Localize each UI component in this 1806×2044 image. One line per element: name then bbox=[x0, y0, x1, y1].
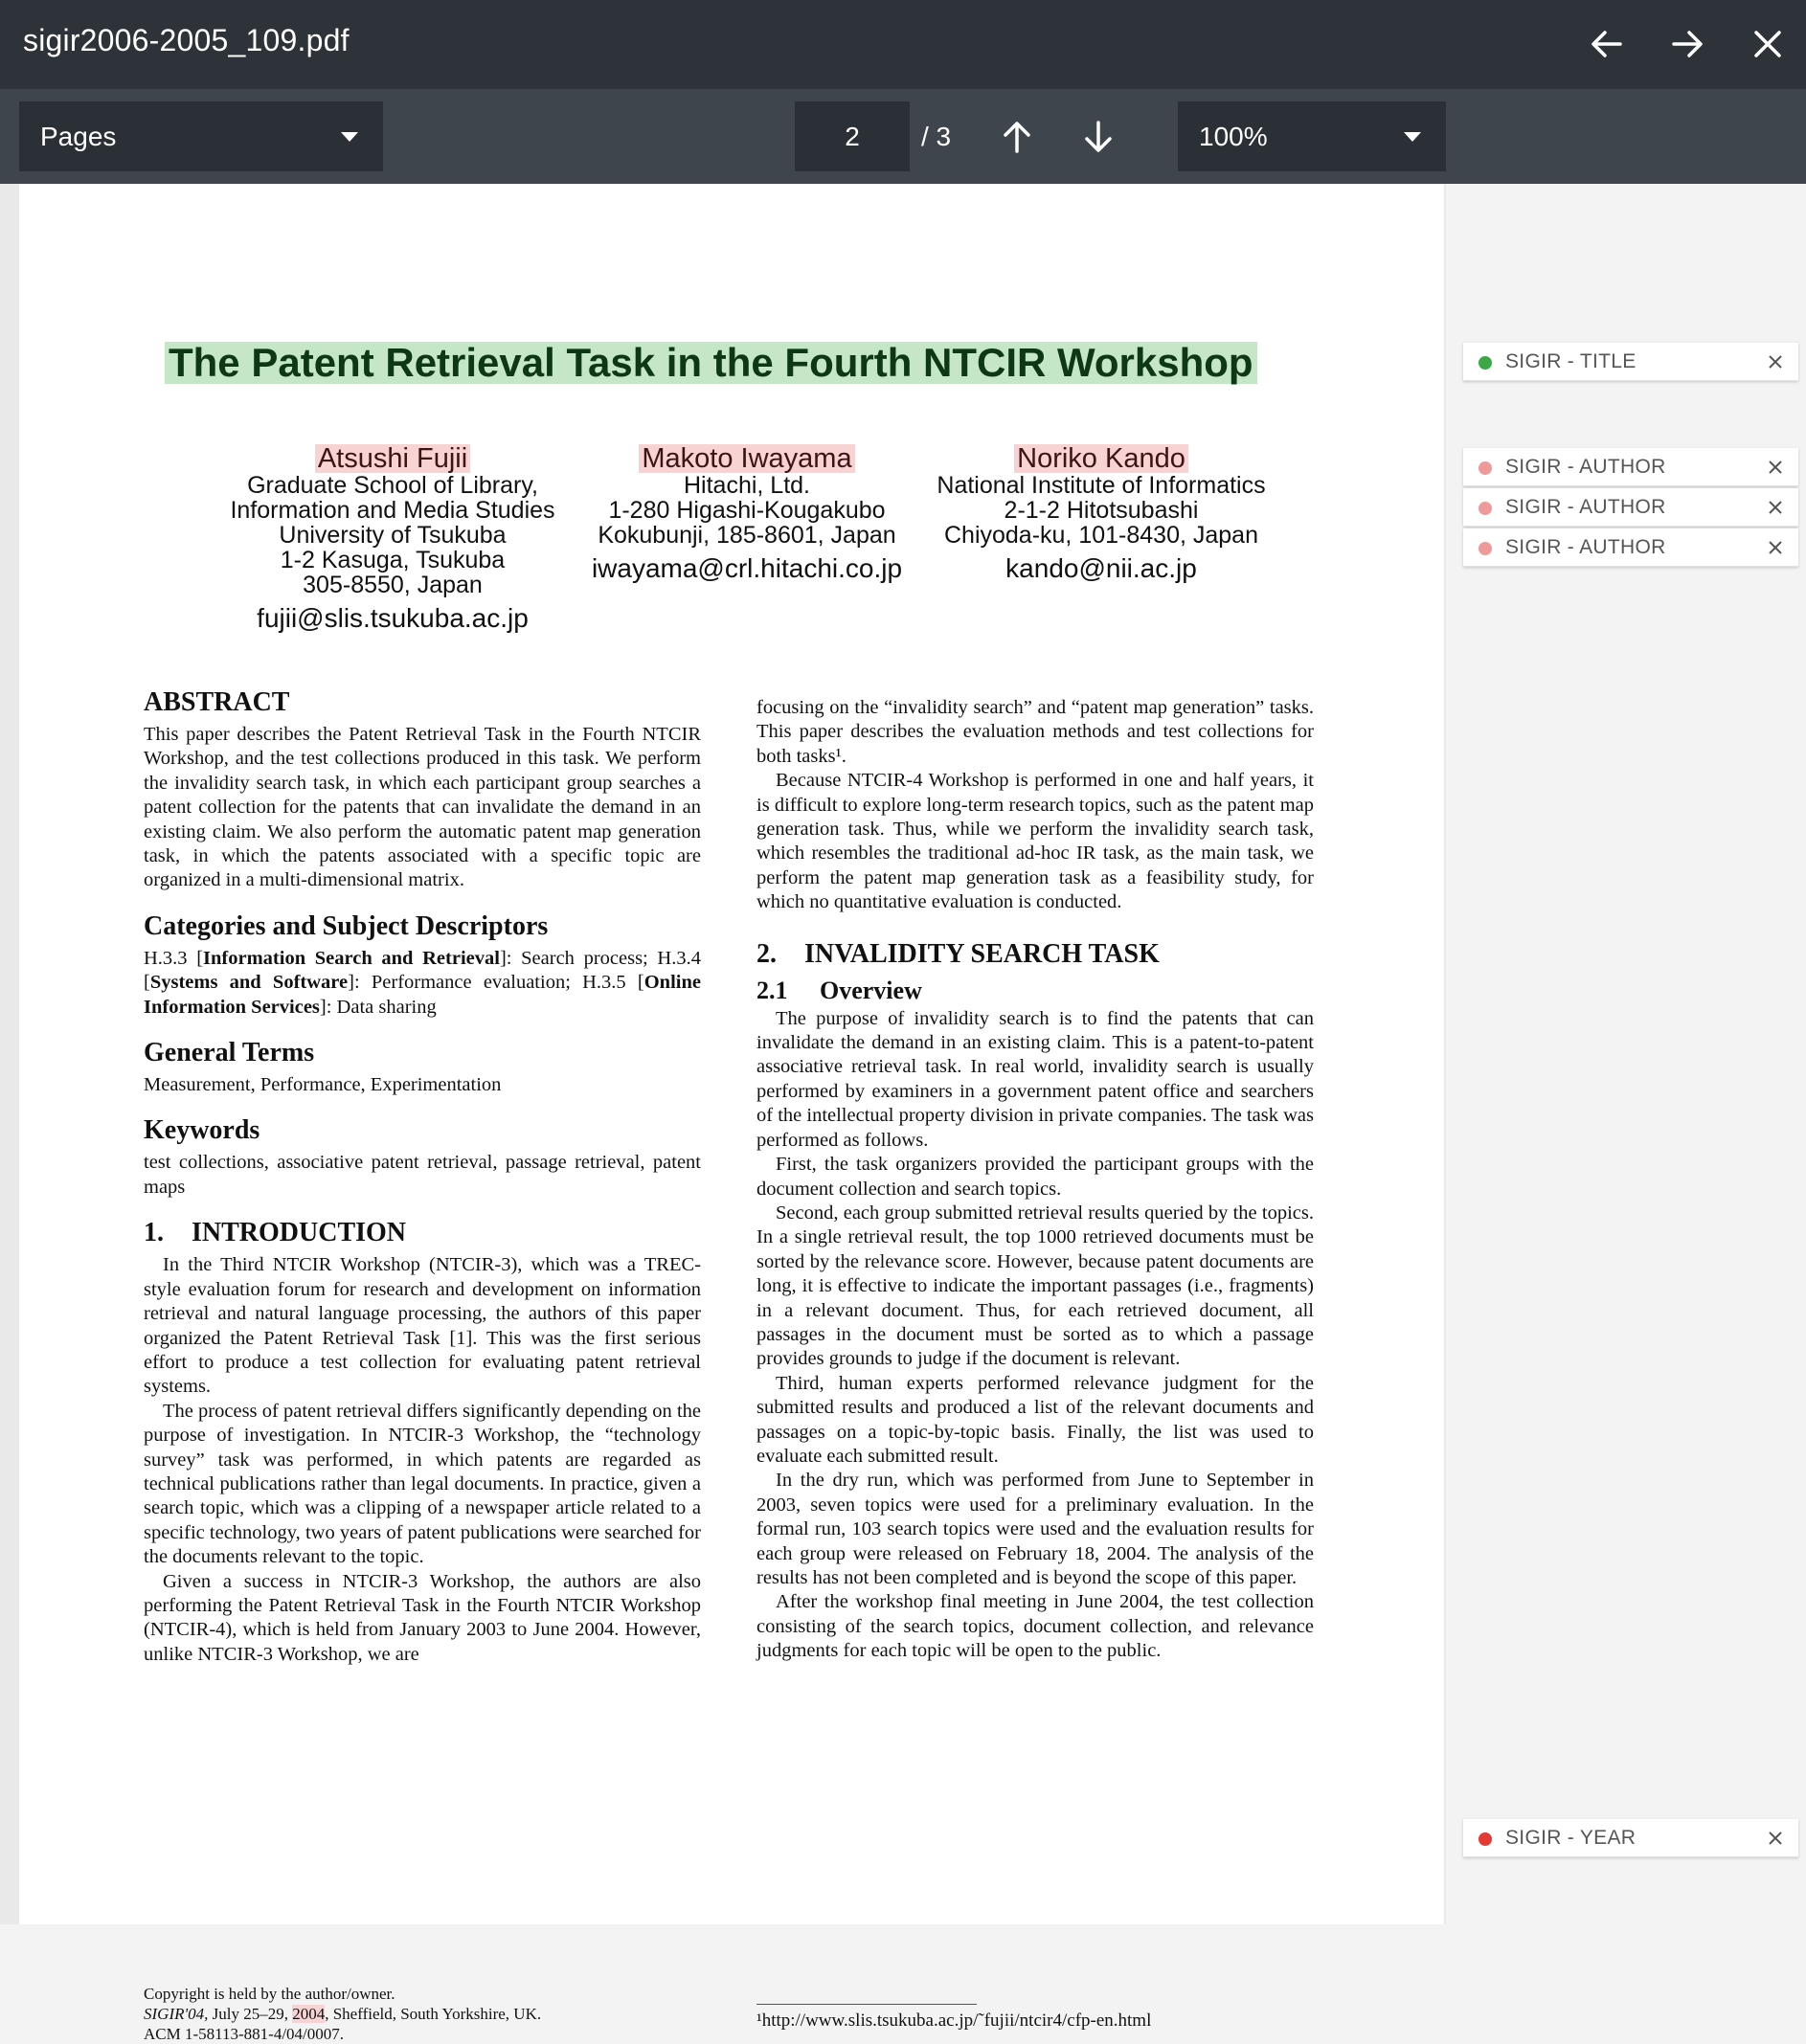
affiliation-line: Graduate School of Library, bbox=[247, 472, 538, 499]
zoom-value: 100% bbox=[1199, 121, 1268, 151]
author-email: kando@nii.ac.jp bbox=[1005, 553, 1197, 583]
status-dot-icon bbox=[1479, 356, 1492, 370]
affiliation-line: Chiyoda-ku, 101-8430, Japan bbox=[943, 522, 1258, 549]
annotation-label: SIGIR - TITLE bbox=[1505, 350, 1637, 372]
paragraph: In the dry run, which was performed from June to September in 2003, seven topics were used for a preliminary evaluation. In the formal run, 103 search topics were used and the evaluation results for each group were released on February 18, 2004. The analysis of the results has not been completed and is beyond the scope of this paper. bbox=[756, 1470, 1314, 1588]
arrow-up-icon[interactable] bbox=[993, 113, 1041, 161]
author-name[interactable]: Atsushi Fujii bbox=[315, 444, 470, 473]
affiliation-line: Information and Media Studies bbox=[230, 497, 555, 524]
affiliation-line: 1-2 Kasuga, Tsukuba bbox=[280, 547, 506, 573]
affiliation-line: University of Tsukuba bbox=[279, 522, 507, 549]
page-number-input[interactable]: 2 bbox=[795, 101, 910, 171]
affiliation-line: Hitachi, Ltd. bbox=[683, 472, 810, 499]
paragraph: The process of patent retrieval differs significantly depending on the purpose of investigation. In NTCIR-3 Workshop, the “technology survey” task was performed, in which patents are regarded as technical publications rather than legal documents. In practice, given a search topic, which was a clipping of a newspaper article related to a specific technology, two years of patent publications were searched for the documents relevant to the topic. bbox=[144, 1400, 701, 1568]
affiliation-line: 1-280 Higashi-Kougakubo bbox=[608, 497, 886, 524]
introduction-heading: 1. INTRODUCTION bbox=[144, 1218, 407, 1248]
annotation-label: SIGIR - AUTHOR bbox=[1505, 456, 1666, 478]
categories-heading: Categories and Subject Descriptors bbox=[144, 910, 549, 941]
annotation-label: SIGIR - AUTHOR bbox=[1505, 536, 1666, 558]
paragraph: In the Third NTCIR Workshop (NTCIR-3), which was a TREC-style evaluation forum for research and development on information retrieval and natural language processing, the authors of this paper organized the Patent Retrieval Task [1]. This was the first serious effort to produce a test collection for evaluating patent retrieval systems. bbox=[144, 1254, 701, 1398]
author-block bbox=[555, 444, 938, 586]
paragraph: After the workshop final meeting in June 2004, the test collection consisting of the search topics, document collection, and relevance judgments for each topic will be open to the public. bbox=[756, 1591, 1314, 1662]
arrow-right-icon[interactable] bbox=[1664, 21, 1710, 67]
arrow-down-icon[interactable] bbox=[1074, 113, 1122, 161]
paragraph: focusing on the “invalidity search” and “patent map generation” tasks. This paper describes the evaluation methods and test collections for both tasks¹. bbox=[756, 697, 1314, 767]
abstract-heading: ABSTRACT bbox=[144, 687, 290, 717]
annotation-label: SIGIR - YEAR bbox=[1505, 1827, 1637, 1849]
left-column bbox=[144, 686, 701, 1667]
close-icon[interactable] bbox=[1764, 456, 1787, 479]
author-block bbox=[900, 444, 1302, 586]
section-heading: 2. INVALIDITY SEARCH TASK bbox=[756, 938, 1160, 969]
copyright-notice: Copyright is held by the author/owner. SIGIR'04, July 25–29, 2004, Sheffield, South Yorkshire, UK. ACM 1-58113-881-4/04/0007. bbox=[144, 1985, 542, 2043]
page-total: / 3 bbox=[921, 122, 952, 151]
paragraph: The purpose of invalidity search is to find the patents that can invalidate the demand in an existing claim. This is a patent-to-patent associative retrieval task. In real world, invalidity search is usually performed by examiners in a government patent office and searchers of the intellectual property division in private companies. The task was performed as follows. bbox=[756, 1007, 1315, 1151]
keywords-text: test collections, associative patent retrieval, passage retrieval, patent maps bbox=[144, 1152, 701, 1198]
view-mode-select[interactable] bbox=[19, 101, 383, 171]
affiliation-line: 305-8550, Japan bbox=[303, 572, 483, 598]
author-name[interactable]: Noriko Kando bbox=[1014, 444, 1188, 473]
status-dot-icon bbox=[1479, 1832, 1492, 1846]
categories-text: H.3.3 [Information Search and Retrieval]: Search process; H.3.4 [Systems and Software]: Performance evaluation; H.3.5 [Online Information Services]: Data sharing bbox=[144, 947, 701, 1018]
general-terms-text: Measurement, Performance, Experimentation bbox=[144, 1074, 502, 1096]
annotation-chip-author[interactable] bbox=[1463, 488, 1798, 527]
annotation-chip-author[interactable] bbox=[1463, 528, 1798, 567]
author-email: iwayama@crl.hitachi.co.jp bbox=[591, 553, 903, 583]
close-icon[interactable] bbox=[1764, 536, 1787, 559]
paragraph: First, the task organizers provided the participant groups with the document collection and search topics. bbox=[756, 1154, 1314, 1200]
right-column bbox=[756, 696, 1314, 1664]
pdf-page bbox=[19, 184, 1444, 2043]
footnote: ¹http://www.slis.tsukuba.ac.jp/˜fujii/ntcir4/cfp-en.html bbox=[756, 2010, 1152, 2031]
affiliation-line: Kokubunji, 185-8601, Japan bbox=[598, 522, 896, 549]
author-name[interactable]: Makoto Iwayama bbox=[639, 444, 854, 473]
chevron-down-icon bbox=[341, 132, 358, 142]
status-dot-icon bbox=[1479, 502, 1492, 515]
close-icon[interactable] bbox=[1764, 496, 1787, 519]
paragraph: Third, human experts performed relevance judgment for the submitted results and produced a list of the relevant documents and passages on a topic-by-topic basis. Finally, the list was used to evaluate each submitted result. bbox=[756, 1372, 1314, 1467]
chevron-down-icon bbox=[1404, 132, 1421, 142]
paper-title[interactable]: The Patent Retrieval Task in the Fourth NTCIR Workshop bbox=[165, 342, 1257, 384]
affiliation-line: 2-1-2 Hitotsubashi bbox=[1004, 497, 1199, 524]
title-bar bbox=[0, 0, 1806, 89]
annotation-chip-title[interactable] bbox=[1463, 343, 1798, 381]
subsection-heading: 2.1 Overview bbox=[756, 976, 922, 1004]
zoom-select[interactable] bbox=[1178, 101, 1446, 171]
paragraph: Given a success in NTCIR-3 Workshop, the authors are also performing the Patent Retrieval Task in the Fourth NTCIR Workshop (NTCIR-4), which is held from January 2003 to June 2004. However, unlike NTCIR-3 Workshop, we are bbox=[144, 1570, 701, 1665]
footnote-rule bbox=[756, 2004, 977, 2005]
author-email: fujii@slis.tsukuba.ac.jp bbox=[257, 603, 529, 633]
year-highlight[interactable]: 2004 bbox=[292, 2005, 326, 2023]
arrow-left-icon[interactable] bbox=[1584, 21, 1630, 67]
abstract-text: This paper describes the Patent Retrieval Task in the Fourth NTCIR Workshop, and the test collections produced in this task. We perform the invalidity search task, in which each participant group searches a patent collection for the patents that can invalidate the demand in an existing claim. We also perform the automatic patent map generation task, in which the patents associated with a specific topic are organized in a multi-dimensional matrix. bbox=[144, 724, 701, 891]
keywords-heading: Keywords bbox=[144, 1115, 260, 1146]
close-icon[interactable] bbox=[1764, 350, 1787, 373]
affiliation-line: National Institute of Informatics bbox=[937, 472, 1266, 499]
general-terms-heading: General Terms bbox=[144, 1038, 315, 1068]
file-name: sigir2006-2005_109.pdf bbox=[23, 23, 350, 57]
status-dot-icon bbox=[1479, 461, 1492, 475]
paragraph: Second, each group submitted retrieval results queried by the topics. In a single retrieval result, the top 1000 retrieved documents must be sorted by the relevance score. However, because patent documents are long, it is effective to indicate the important passages (i.e., fragments) in a relevant document. Thus, for each retrieved document, all passages in the document must be sorted as to which a passage provides grounds to judge if the document is relevant. bbox=[756, 1202, 1314, 1370]
status-dot-icon bbox=[1479, 542, 1492, 555]
annotation-chip-author[interactable] bbox=[1463, 448, 1798, 486]
annotation-chip-year[interactable] bbox=[1463, 1819, 1798, 1857]
author-block bbox=[201, 444, 584, 636]
view-mode-value: Pages bbox=[40, 121, 117, 151]
close-icon[interactable] bbox=[1745, 21, 1791, 67]
annotation-label: SIGIR - AUTHOR bbox=[1505, 496, 1666, 518]
paragraph: Because NTCIR-4 Workshop is performed in one and half years, it is difficult to explore long-term research topics, such as the patent map generation task. Thus, while we perform the invalidity search task, which resembles the traditional ad-hoc IR task, as the main task, we perform the patent map generation task as a feasibility study, for which no quantitative evaluation is conducted. bbox=[756, 770, 1314, 913]
close-icon[interactable] bbox=[1764, 1827, 1787, 1850]
annotation-panel bbox=[1446, 184, 1806, 1924]
